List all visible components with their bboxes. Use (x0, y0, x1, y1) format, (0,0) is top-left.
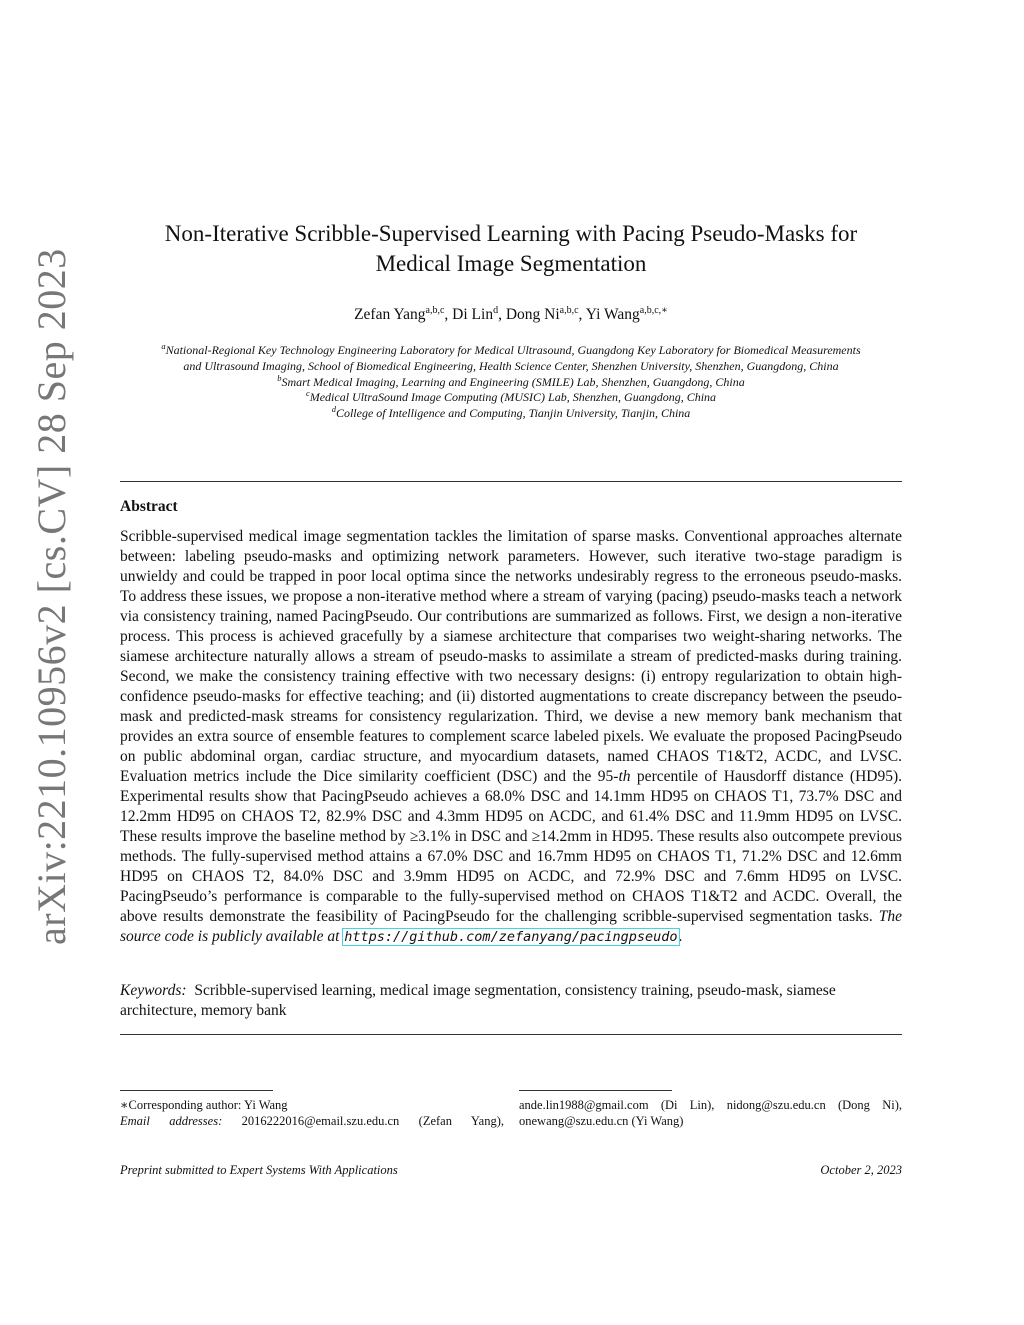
code-repository-link[interactable]: https://github.com/zefanyang/pacingpseudo (344, 929, 678, 945)
footnote-rule-right (519, 1090, 672, 1091)
abstract-body: Scribble-supervised medical image segmentation tackles the limitation of sparse masks. Conventional approaches alternate between: labeling pseudo-masks and optimizing network parameters. However, such iterative two-stage paradigm is unwieldy and could be trapped in poor local optima since the networks undesirably regress to the erroneous pseudo-masks. To address these issues, we propose a non-iterative method where a stream of varying (pacing) pseudo-masks teach a network via consistency training, named PacingPseudo. Our contributions are summarized as follows. First, we design a non-iterative process. This process is achieved gracefully by a siamese architecture that comparises two weight-sharing networks. The siamese architecture naturally allows a stream of pseudo-masks to assimilate a stream of predicted-masks during training. Second, we make the consistency training effective with two necessary designs: (i) entropy regularization to obtain high-confidence pseudo-masks for effective teaching; and (ii) distorted augmentations to create discrepancy between the pseudo-mask and predicted-mask streams for consistency regularization. Third, we devise a new memory bank mechanism that provides an extra source of ensemble features to complement scarce labeled pixels. We evaluate the proposed PacingPseudo on public abdominal organ, cardiac structure, and myocardium datasets, named CHAOS T1&T2, ACDC, and LVSC. Evaluation metrics include the Dice similarity coefficient (DSC) and the 95-th percentile of Hausdorff distance (HD95). Experimental results show that PacingPseudo achieves a 68.0% DSC and 14.1mm HD95 on CHAOS T1, 73.7% DSC and 12.2mm HD95 on CHAOS T2, 82.9% DSC and 4.3mm HD95 on ACDC, and 61.4% DSC and 11.9mm HD95 on LVSC. These results improve the baseline method by ≥3.1% in DSC and ≥14.2mm in HD95. These results also outcompete previous methods. The fully-supervised method attains a 67.0% DSC and 16.7mm HD95 on CHAOS T1, 71.2% DSC and 12.6mm HD95 on CHAOS T2, 84.0% DSC and 3.9mm HD95 on ACDC, and 72.9% DSC and 7.6mm HD95 on LVSC. PacingPseudo’s performance is comparable to the fully-supervised method on CHAOS T1&T2 and ACDC. Overall, the above results demonstrate the feasibility of PacingPseudo for the challenging scribble-supervised segmentation tasks. The source code is publicly available at https://github.com/zefanyang/pacingpseudo. (120, 528, 902, 945)
affiliations (110, 343, 912, 422)
affiliation-a: $^a$National-Regional Key Technology Engineering Laboratory for Medical Ultrasound, Guangdong Key Laboratory for Biomedical Measurements (161, 341, 861, 357)
top-divider (120, 481, 902, 482)
author: Dong Ni$^{a,b,c}$, (505, 304, 586, 323)
affiliation-b: $^b$Smart Medical Imaging, Learning and Engineering (SMILE) Lab, Shenzhen, Guangdong, China (277, 372, 745, 389)
title-line-2: Medical Image Segmentation (375, 251, 647, 276)
affiliation-a-cont: and Ultrasound Imaging, School of Biomedical Engineering, Health Science Center, Shenzhen University, Shenzhen, Guangdong, China (183, 358, 839, 373)
author: Yi Wang$^{a,b,c,∗}$ (585, 304, 668, 323)
footnote-rule-left (120, 1090, 273, 1091)
email-line: ande.lin1988@gmail.com (Di Lin), nidong@szu.edu.cn (Dong Ni), (519, 1098, 902, 1112)
date: October 2, 2023 (820, 1163, 902, 1177)
title-line-1: Non-Iterative Scribble-Supervised Learning with Pacing Pseudo-Masks for (164, 221, 858, 246)
abstract-heading: Abstract (120, 498, 178, 515)
email-line: Email addresses: 2016222016@email.szu.edu.cn (Zefan Yang), (120, 1114, 504, 1128)
corresponding-author-note: ∗Corresponding author: Yi Wang (120, 1098, 288, 1112)
bottom-divider (120, 1034, 902, 1035)
arxiv-identifier: arXiv:2210.10956v2 [cs.CV] 28 Sep 2023 (29, 248, 74, 945)
affiliation-d: $^d$College of Intelligence and Computing, Tianjin University, Tianjin, China (331, 404, 691, 421)
preprint-note: Preprint submitted to Expert Systems With Applications (120, 1163, 398, 1177)
email-line: onewang@szu.edu.cn (Yi Wang) (519, 1114, 684, 1128)
author-list (120, 306, 902, 324)
footnote-right (519, 1097, 902, 1129)
author: Zefan Yang$^{a,b,c}$, (354, 304, 453, 323)
keywords-label: Keywords: (120, 982, 187, 999)
author: Di Lin$^d$, (452, 304, 506, 323)
keywords-text: Scribble-supervised learning, medical image segmentation, consistency training, pseudo-mask, siamese architecture, memory bank (120, 982, 836, 1019)
keywords (120, 981, 902, 1021)
footnote-left (120, 1097, 504, 1129)
affiliation-c: $^c$Medical UltraSound Image Computing (MUSIC) Lab, Shenzhen, Guangdong, China (305, 388, 717, 405)
paper-title (120, 219, 902, 279)
